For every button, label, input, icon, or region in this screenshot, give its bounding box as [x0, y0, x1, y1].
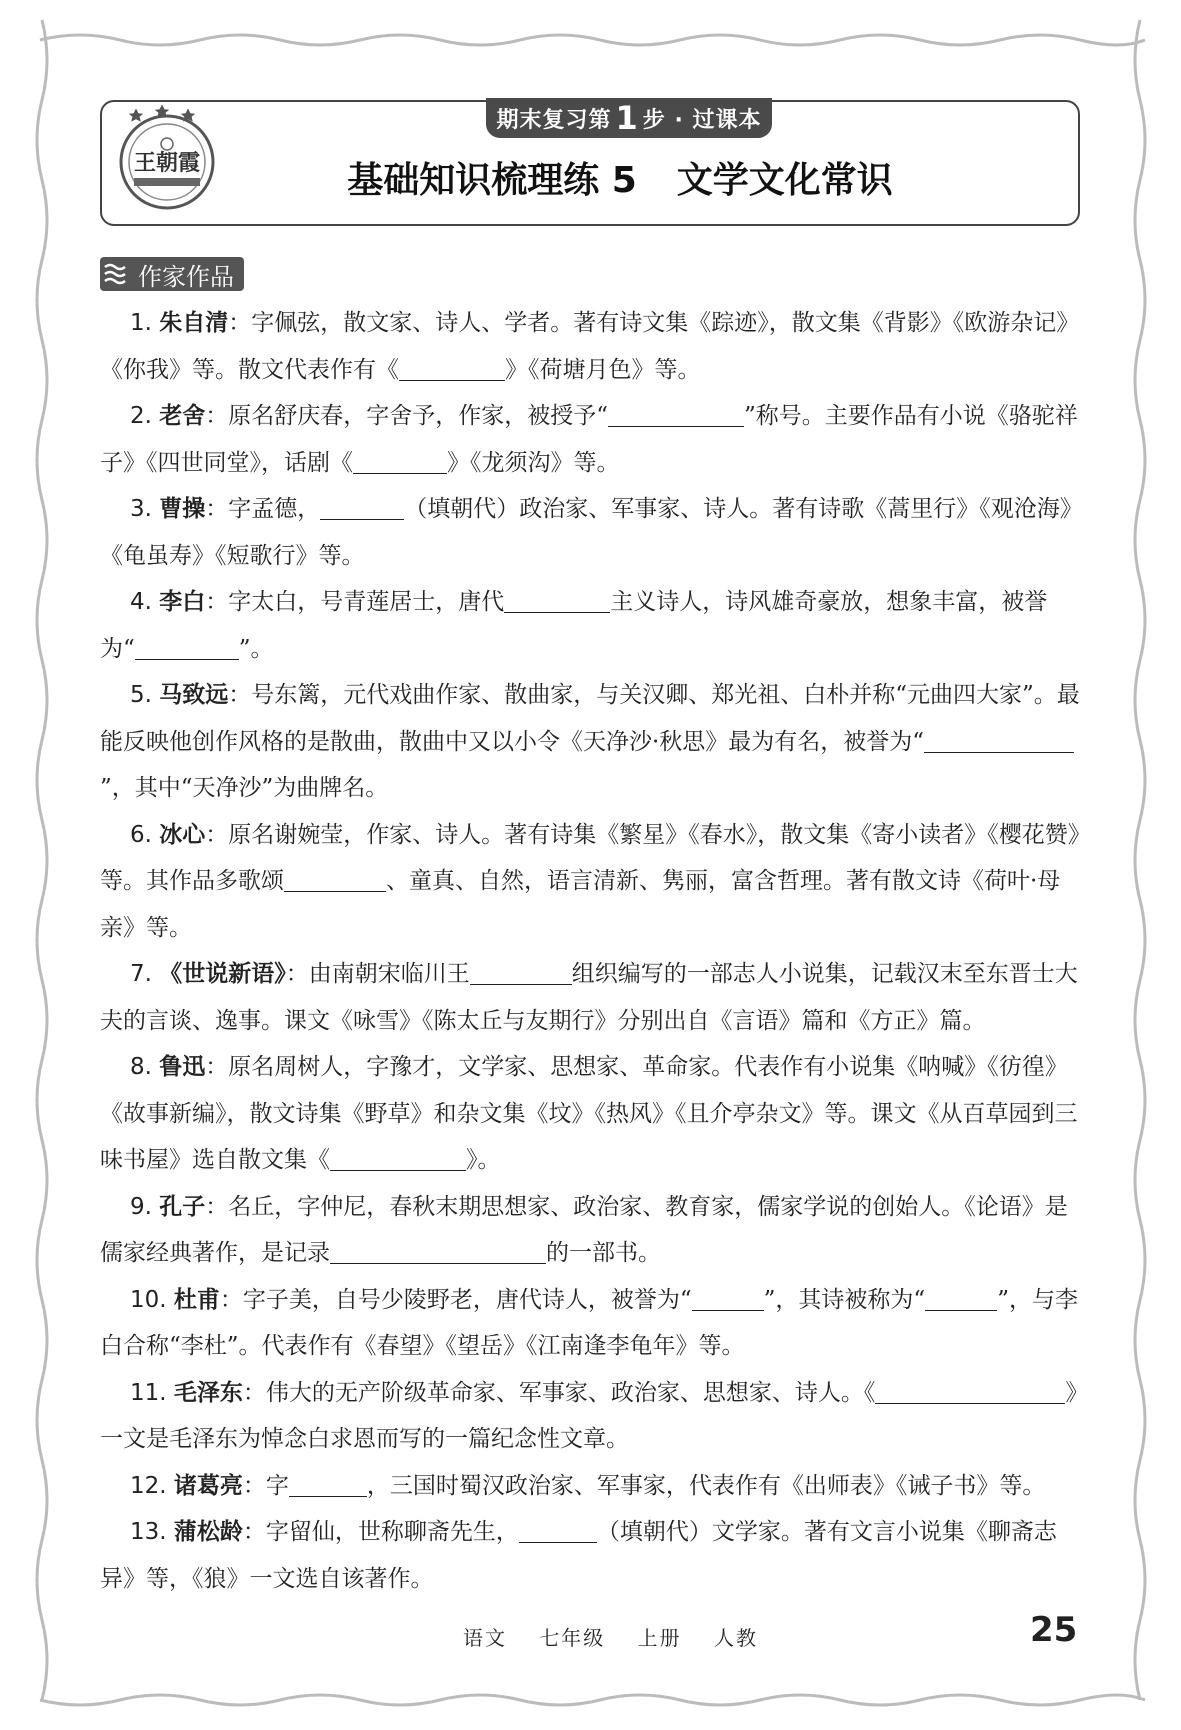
logo-text: 王朝霞: [133, 150, 201, 176]
list-item: 5. 马致远：号东篱，元代戏曲作家、散曲家，与关汉卿、郑光祖、白朴并称“元曲四大家”。最能反映他创作风格的是散曲，散曲中又以小令《天净沙·秋思》最为有名，被誉为“”，其中“天净沙”为曲牌名。: [100, 682, 1080, 801]
tab-step-number: 1: [615, 99, 639, 137]
list-item: 11. 毛泽东：伟大的无产阶级革命家、军事家、政治家、思想家、诗人。《 》一文是毛泽东为悼念白求恩而写的一篇纪念性文章。: [100, 1370, 1080, 1463]
author-name: 马致远: [159, 682, 229, 708]
list-item: 4. 李白：字太白，号青莲居士，唐代 主义诗人，诗风雄奇豪放，想象丰富，被誉为“ ”。: [100, 579, 1080, 672]
fill-blank[interactable]: [289, 1470, 367, 1497]
fill-blank[interactable]: [470, 958, 572, 985]
section-heading: [100, 257, 244, 291]
author-name: 鲁迅: [159, 1054, 206, 1080]
list-item: 2. 老舍：原名舒庆春，字舍予，作家，被授予“ ”称号。主要作品有小说《骆驼祥子》《四世同堂》，话剧《 》《龙须沟》等。: [100, 393, 1080, 486]
fill-blank[interactable]: [504, 586, 610, 613]
fill-blank[interactable]: [924, 726, 1074, 753]
author-name: 老舍: [159, 403, 206, 429]
list-item: 8. 鲁迅：原名周树人，字豫才，文学家、思想家、革命家。代表作有小说集《呐喊》《彷徨》《故事新编》，散文诗集《野草》和杂文集《坟》《热风》《且介亭杂文》等。课文《从百草园到三味书屋》选自散文集《 》。: [100, 1054, 1078, 1173]
list-item: 12. 诸葛亮：字 ，三国时蜀汉政治家、军事家，代表作有《出师表》《诫子书》等。: [100, 1463, 1080, 1510]
wave-lines-icon: [100, 257, 134, 291]
author-name: 毛泽东: [173, 1379, 243, 1406]
author-name: 朱自清: [159, 310, 229, 336]
fill-blank[interactable]: [519, 1516, 597, 1543]
author-name: 孔子: [159, 1193, 206, 1220]
list-item: 9. 孔子：名丘，字仲尼，春秋末期思想家、政治家、教育家，儒家学说的创始人。《论语》是儒家经典著作，是记录 的一部书。: [100, 1193, 1068, 1266]
footer-grade: 七年级: [539, 1626, 606, 1650]
footer-subject: 语文: [462, 1626, 507, 1650]
chapter-tab: [486, 98, 772, 138]
tab-suffix: 步 · 过课本: [642, 107, 762, 133]
author-name: 冰心: [159, 821, 206, 848]
footer-edition: 人教: [714, 1626, 759, 1650]
list-item: 6. 冰心：原名谢婉莹，作家、诗人。著有诗集《繁星》《春水》，散文集《寄小读者》《樱花赞》等。其作品多歌颂 、童真、自然，语言清新、隽丽，富含哲理。著有散文诗《荷叶·母亲》等。: [100, 821, 1080, 941]
fill-blank[interactable]: [875, 1377, 1065, 1404]
list-item: 7. 《世说新语》：由南朝宋临川王 组织编写的一部志人小说集，记载汉末至东晋士大夫的言谈、逸事。课文《咏雪》《陈太丘与友期行》分别出自《言语》篇和《方正》篇。: [100, 951, 1080, 1044]
fill-blank[interactable]: [608, 400, 744, 427]
author-name: 《世说新语》: [159, 961, 286, 987]
page-title: [100, 152, 1080, 203]
list-item: 13. 蒲松龄：字留仙，世称聊斋先生， （填朝代）文学家。著有文言小说集《聊斋志异》等，《狼》一文选自该著作。: [100, 1509, 1080, 1602]
author-name: 曹操: [159, 496, 206, 522]
fill-blank[interactable]: [284, 865, 386, 892]
author-name: 杜甫: [173, 1286, 220, 1313]
footer-info: [0, 1622, 1181, 1651]
question-list: [100, 300, 1080, 1602]
fill-blank[interactable]: [330, 1237, 546, 1264]
footer-volume: 上册: [637, 1626, 682, 1650]
fill-blank[interactable]: [692, 1284, 764, 1311]
fill-blank[interactable]: [135, 633, 239, 660]
fill-blank[interactable]: [925, 1284, 997, 1311]
author-name: 李白: [159, 589, 206, 615]
fill-blank[interactable]: [330, 1144, 466, 1171]
list-item: 10. 杜甫：字子美，自号少陵野老，唐代诗人，被誉为“ ”，其诗被称为“ ”，与李白合称“李杜”。代表作有《春望》《望岳》《江南逢李龟年》等。: [100, 1277, 1080, 1370]
list-item: 1. 朱自清：字佩弦，散文家、诗人、学者。著有诗文集《踪迹》，散文集《背影》《欧游杂记》《你我》等。散文代表作有《 》《荷塘月色》等。: [100, 310, 1080, 383]
fill-blank[interactable]: [353, 447, 447, 474]
author-name: 诸葛亮: [173, 1472, 243, 1499]
section-title: 作家作品: [138, 262, 234, 291]
tab-prefix: 期末复习第: [496, 107, 612, 133]
title-sub: 文学文化常识: [676, 160, 893, 201]
title-main: 基础知识梳理练 5: [347, 160, 637, 201]
fill-blank[interactable]: [320, 493, 404, 520]
list-item: 3. 曹操：字孟德， （填朝代）政治家、军事家、诗人。著有诗歌《蒿里行》《观沧海》《龟虽寿》《短歌行》等。: [100, 486, 1080, 579]
author-name: 蒲松龄: [173, 1519, 243, 1545]
page-number: 25: [1030, 1610, 1078, 1650]
fill-blank[interactable]: [399, 354, 505, 381]
